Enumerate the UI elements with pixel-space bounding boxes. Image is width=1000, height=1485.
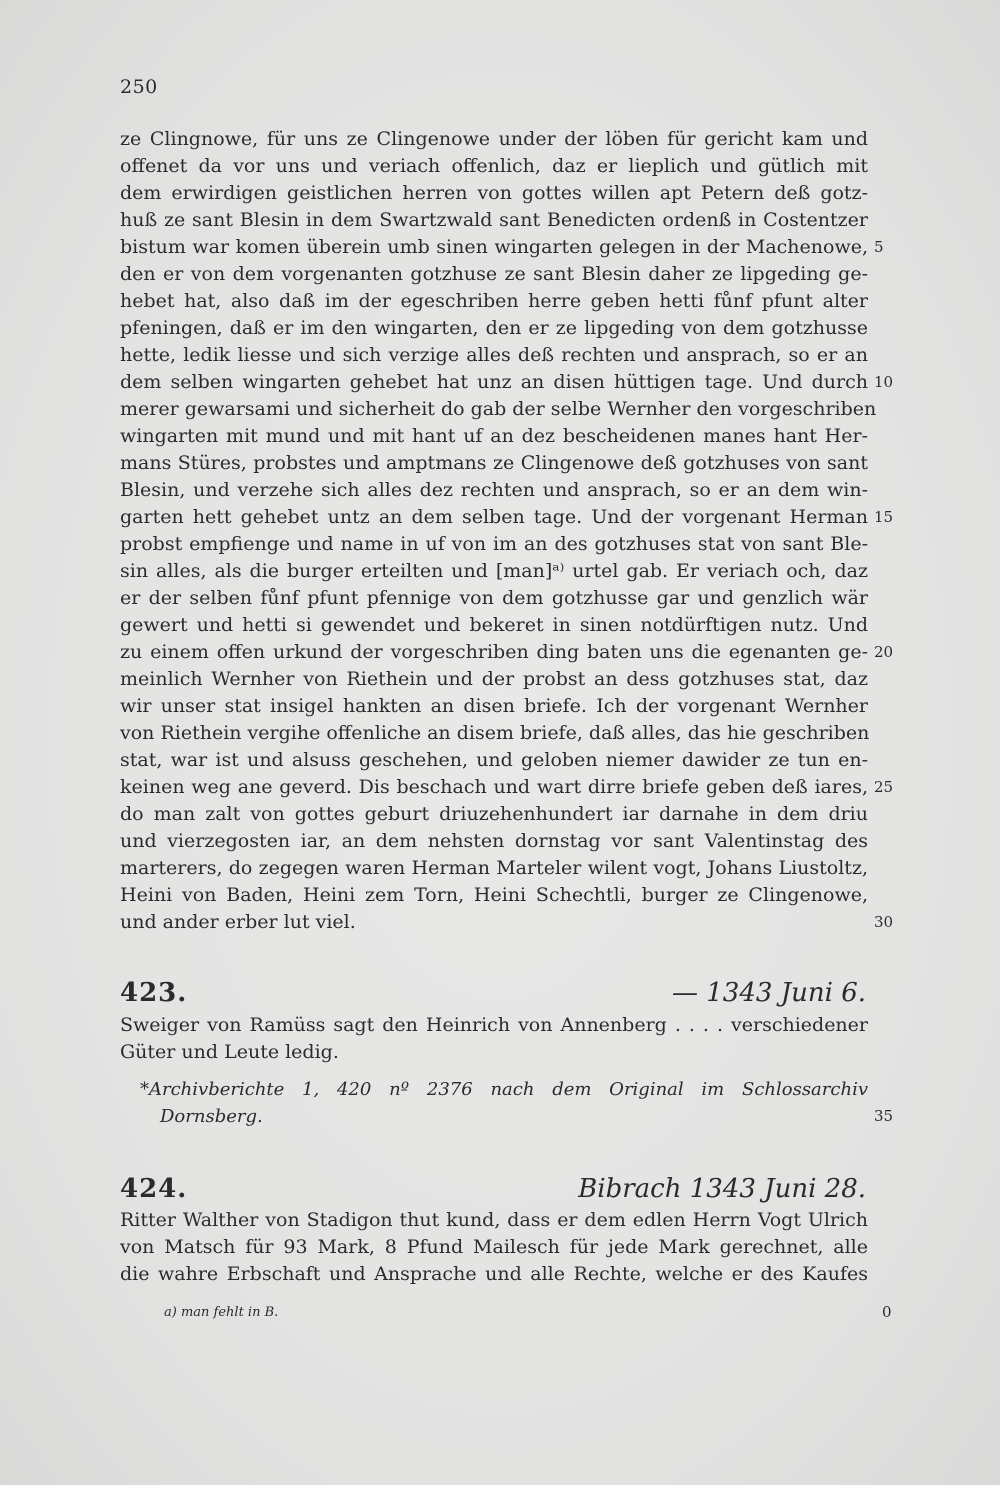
body-line: Blesin, und verzehe sich alles dez rechten und ansprach, so er an dem win- (120, 479, 868, 501)
body-line: Heini von Baden, Heini zem Torn, Heini Schechtli, burger ze Clingenowe, (120, 884, 868, 906)
body-line: ze Clingnowe, für uns ze Clingenowe under der löben für gericht kam und (120, 128, 868, 150)
source-citation: Dornsberg. (160, 1106, 263, 1127)
body-line: pfeningen, daß er im den wingarten, den er ze lipgeding von dem gotzhusse (120, 317, 868, 339)
entry-summary-line: die wahre Erbschaft und Ansprache und alle Rechte, welche er des Kaufes (120, 1263, 868, 1285)
body-line: stat, war ist und alsuss geschehen, und geloben niemer dawider ze tun en- (120, 749, 868, 771)
body-line: offenet da vor uns und veriach offenlich, daz er lieplich und gütlich mit (120, 155, 868, 177)
margin-line-number: 30 (874, 913, 894, 931)
entry-date: Bibrach 1343 Juni 28. (578, 1174, 866, 1204)
body-line: huß ze sant Blesin in dem Swartzwald sant Benedicten ordenß in Costentzer (120, 209, 868, 231)
body-line: garten hett gehebet untz an dem selben tage. Und der vorgenant Herman (120, 506, 868, 528)
body-line: und ander erber lut viel. (120, 911, 356, 933)
entry-date: — 1343 Juni 6. (672, 978, 866, 1008)
body-line: bistum war komen überein umb sinen wingarten gelegen in der Machenowe, (120, 236, 868, 258)
entry-number: 424. (120, 1174, 188, 1204)
margin-line-number: 15 (874, 508, 894, 526)
body-line: zu einem offen urkund der vorgeschriben ding baten uns die egenanten ge- (120, 641, 868, 663)
margin-line-number: 5 (874, 238, 884, 256)
body-line: er der selben fůnf pfunt pfennige von dem gotzhusse gar und genzlich wär (120, 587, 868, 609)
body-line: von Riethein vergihe offenliche an disem briefe, daß alles, das hie geschriben (120, 722, 870, 744)
margin-line-number: 10 (874, 373, 894, 391)
body-line: dem erwirdigen geistlichen herren von gottes willen apt Petern deß gotz- (120, 182, 868, 204)
source-citation: *Archivberichte 1, 420 nº 2376 nach dem Original im Schlossarchiv (140, 1079, 868, 1100)
body-line: hette, ledik liesse und sich verzige alles deß rechten und ansprach, so er an (120, 344, 868, 366)
body-line: wir unser stat insigel hankten an disen briefe. Ich der vorgenant Wernher (120, 695, 868, 717)
body-line: den er von dem vorgenanten gotzhuse ze sant Blesin daher ze lipgeding ge- (120, 263, 868, 285)
body-line: mans Stüres, probstes und amptmans ze Clingenowe deß gotzhuses von sant (120, 452, 868, 474)
margin-line-number: 35 (874, 1107, 894, 1125)
body-line: sin alles, als die burger erteilten und [man]ᵃ⁾ urtel gab. Er veriach och, daz (120, 560, 868, 582)
body-line: do man zalt von gottes geburt driuzehenhundert iar darnahe in dem driu (120, 803, 868, 825)
entry-summary-line: Sweiger von Ramüss sagt den Heinrich von Annenberg . . . . verschiedener (120, 1014, 868, 1036)
page-number: 250 (120, 76, 158, 98)
margin-line-number: 20 (874, 643, 894, 661)
entry-summary-line: von Matsch für 93 Mark, 8 Pfund Mailesch für jede Mark gerechnet, alle (120, 1236, 868, 1258)
margin-line-number: 25 (874, 778, 894, 796)
body-line: und vierzegosten iar, an dem nehsten dornstag vor sant Valentinstag des (120, 830, 868, 852)
body-line: hebet hat, also daß im der egeschriben herre geben hetti fůnf pfunt alter (120, 290, 868, 312)
body-line: keinen weg ane geverd. Dis beschach und wart dirre briefe geben deß iares, (120, 776, 868, 798)
entry-number: 423. (120, 978, 188, 1008)
entry-summary-line: Ritter Walther von Stadigon thut kund, dass er dem edlen Herrn Vogt Ulrich (120, 1209, 868, 1231)
footnote: a) man fehlt in B. (164, 1305, 279, 1320)
body-line: merer gewarsami und sicherheit do gab der selbe Wernher den vorgeschriben (120, 398, 877, 420)
body-line: gewert und hetti si gewendet und bekeret in sinen notdürftigen nutz. Und (120, 614, 868, 636)
body-line: wingarten mit mund und mit hant uf an dez bescheidenen manes hant Her- (120, 425, 868, 447)
body-line: meinlich Wernher von Riethein und der probst an dess gotzhuses stat, daz (120, 668, 868, 690)
entry-summary-line: Güter und Leute ledig. (120, 1041, 339, 1063)
margin-line-number: 0 (882, 1303, 892, 1321)
body-line: probst empfienge und name in uf von im an des gotzhuses stat von sant Ble- (120, 533, 868, 555)
body-line: marterers, do zegegen waren Herman Marteler wilent vogt, Johans Liustoltz, (120, 857, 868, 879)
body-line: dem selben wingarten gehebet hat unz an disen hüttigen tage. Und durch (120, 371, 868, 393)
